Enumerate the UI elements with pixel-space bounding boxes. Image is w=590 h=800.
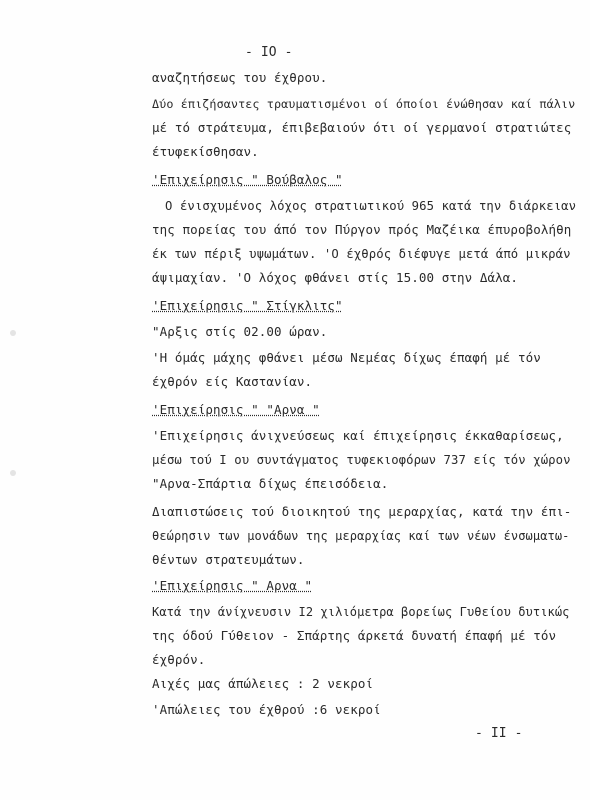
text-line: άψιμαχίαν. 'Ο λόχος φθάνει στίς 15.00 στην Δάλα. [152,270,519,285]
text-line: 'Επιχείρησις άνιχνεύσεως καί έπιχείρησις έκκαθαρίσεως, [152,428,564,443]
text-line: θέντων στρατευμάτων. [152,552,305,567]
text-line: Αιχές μας άπώλειες : 2 νεκροί [152,676,374,691]
punch-hole-mark [10,330,16,336]
text-line: έχθρόν είς Καστανίαν. [152,374,313,389]
page-number-top: - IO - [245,45,293,60]
text-line: της πορείας του άπό τον Πύργον πρός Μαζέικα έπυροβολήθη [152,222,572,237]
section-heading: 'Επιχείρησις " "Αρνα " [152,402,320,417]
page-number-bottom: - II - [475,726,523,741]
text-line: της όδού Γύθειον - Σπάρτης άρκετά δυνατή έπαφή μέ τόν [152,628,557,643]
text-line: έκ των πέριξ υψωμάτων. 'Ο έχθρός διέφυγε μετά άπό μικράν [152,247,571,261]
text-line: Κατά την άνίχνευσιν Ι2 χιλιόμετρα βορείως Γυθείου δυτικώς [152,605,570,619]
text-line: έχθρόν. [152,652,206,667]
text-line: θεώρησιν των μονάδων της μεραρχίας καί των νέων ένσωματω- [152,529,570,543]
text-line-underlined-start: Διαπιστώσεις τού διοικητού της μεραρχίας, κατά την έπι- [152,504,572,519]
section-heading: 'Επιχείρησις " Βούβαλος " [152,172,343,187]
text-line: 'Απώλειες του έχθρού :6 νεκροί [152,702,381,717]
text-line: αναζητήσεως του έχθρου. [152,70,328,85]
section-heading: 'Επιχείρησις " Αρνα " [152,578,313,593]
text-line: μέ τό στράτευμα, έπιβεβαιούν ότι οί γερμανοί στρατιώτες [152,120,572,135]
punch-hole-mark [10,470,16,476]
section-heading: 'Επιχείρησις " Στίγκλιτς" [152,298,343,313]
text-line: μέσω τού Ι ου συντάγματος τυφεκιοφόρων 737 είς τόν χώρον [152,453,571,467]
text-line: Δύο έπιζήσαντες τραυματισμένοι οί όποίοι ένώθησαν καί πάλιν [152,97,576,111]
text-line: "Αρξις στίς 02.00 ώραν. [152,324,328,339]
text-line: έτυφεκίσθησαν. [152,144,259,159]
text-line: 'Η όμάς μάχης φθάνει μέσω Νεμέας δίχως έπαφή μέ τόν [152,350,541,365]
text-line: "Αρνα-Σπάρτια δίχως έπεισόδεια. [152,476,389,491]
text-line: Ο ένισχυμένος λόχος στρατιωτικού 965 κατά την διάρκειαν [165,199,577,213]
